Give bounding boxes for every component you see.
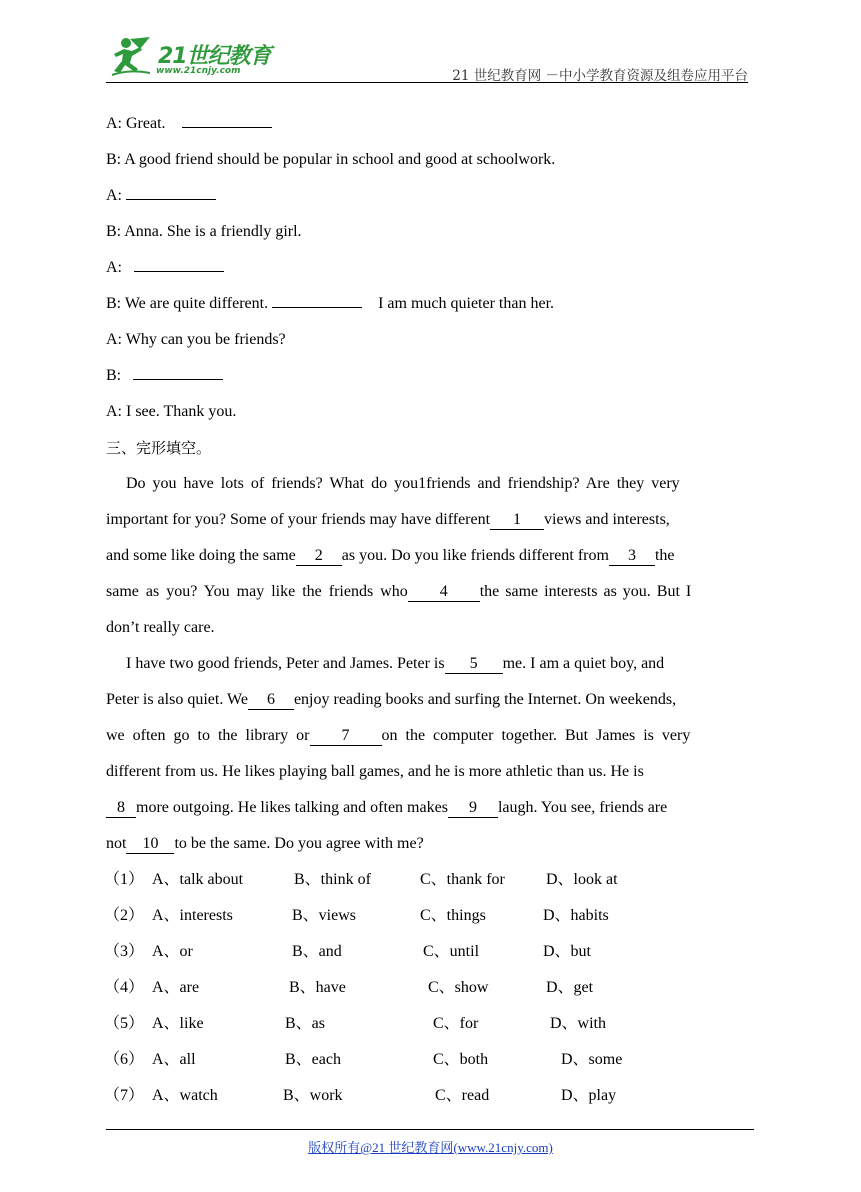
cloze-blank-7: 7 bbox=[310, 727, 382, 746]
cloze-blank-1: 1 bbox=[490, 511, 544, 530]
page-header bbox=[0, 0, 861, 90]
passage-line bbox=[106, 646, 756, 682]
option-b: B、have bbox=[289, 979, 346, 996]
passage-text: different from us. He likes playing ball games, and he is more athletic than us. He is bbox=[106, 763, 644, 780]
passage-text: same as you? You may like the friends who bbox=[106, 583, 408, 600]
option-a: A、talk about bbox=[152, 871, 244, 888]
footer-copyright-link[interactable]: 版权所有@21 世纪教育网(www.21cnjy.com) bbox=[308, 1140, 553, 1155]
dialogue-line bbox=[106, 286, 756, 322]
speaker: B: bbox=[106, 295, 122, 312]
passage-text: the bbox=[654, 547, 675, 564]
question-number: （6） bbox=[104, 1051, 145, 1068]
footer-divider bbox=[106, 1129, 754, 1130]
option-a: A、interests bbox=[152, 907, 233, 924]
passage-text: important for you? Some of your friends may have different bbox=[106, 511, 491, 528]
document-body bbox=[106, 106, 756, 1114]
dialogue-line bbox=[106, 394, 756, 430]
dialogue-line bbox=[106, 178, 756, 214]
question-number: （5） bbox=[104, 1015, 145, 1032]
passage-text: me. I am a quiet boy, and bbox=[502, 655, 665, 672]
answer-blank bbox=[272, 291, 362, 308]
option-c: C、read bbox=[435, 1087, 490, 1104]
option-a: A、or bbox=[152, 943, 193, 960]
answer-blank bbox=[126, 183, 216, 200]
option-row bbox=[106, 898, 756, 934]
passage-line bbox=[106, 754, 756, 790]
speaker: B: bbox=[106, 367, 122, 384]
option-b: B、work bbox=[283, 1087, 343, 1104]
dialogue-line bbox=[106, 358, 756, 394]
passage-line bbox=[106, 538, 756, 574]
passage-line bbox=[106, 610, 756, 646]
option-b: B、think of bbox=[294, 871, 371, 888]
logo-url: www.21cnjy.com bbox=[156, 66, 241, 76]
passage-text: to be the same. Do you agree with me? bbox=[174, 835, 424, 852]
answer-blank bbox=[133, 363, 223, 380]
passage-text: don’t really care. bbox=[106, 619, 215, 636]
dialogue-text: Why can you be friends? bbox=[125, 331, 286, 348]
option-c: C、things bbox=[420, 907, 486, 924]
dialogue-line bbox=[106, 214, 756, 250]
passage-text: Do you have lots of friends? What do you1friends and friendship? Are they very bbox=[126, 475, 680, 492]
dialogue-text: We are quite different. bbox=[124, 295, 269, 312]
option-row bbox=[106, 1042, 756, 1078]
question-number: （7） bbox=[104, 1087, 145, 1104]
option-b: B、and bbox=[292, 943, 342, 960]
passage-text: laugh. You see, friends are bbox=[497, 799, 668, 816]
passage-line bbox=[106, 502, 756, 538]
site-logo bbox=[106, 33, 286, 81]
option-d: D、play bbox=[561, 1087, 617, 1104]
passage-line bbox=[106, 718, 756, 754]
speaker: A: bbox=[106, 403, 122, 420]
cloze-blank-6: 6 bbox=[248, 691, 294, 710]
logo-text: 21世纪教育 bbox=[158, 44, 271, 69]
passage-line bbox=[106, 682, 756, 718]
option-d: D、get bbox=[546, 979, 594, 996]
dialogue-line bbox=[106, 106, 756, 142]
passage-text: on the computer together. But James is very bbox=[381, 727, 691, 744]
option-a: A、all bbox=[152, 1051, 196, 1068]
speaker: B: bbox=[106, 151, 122, 168]
option-c: C、until bbox=[423, 943, 480, 960]
speaker: B: bbox=[106, 223, 122, 240]
question-number: （4） bbox=[104, 979, 145, 996]
passage-line bbox=[106, 574, 756, 610]
dialogue-text: I am much quieter than her. bbox=[378, 295, 555, 312]
dialogue-line bbox=[106, 322, 756, 358]
question-number: （3） bbox=[104, 943, 145, 960]
option-d: D、look at bbox=[546, 871, 618, 888]
dialogue-text: I see. Thank you. bbox=[126, 403, 237, 420]
option-c: C、thank for bbox=[420, 871, 505, 888]
answer-blank bbox=[182, 111, 272, 128]
option-b: B、as bbox=[285, 1015, 326, 1032]
passage-text: as you. Do you like friends different from bbox=[341, 547, 609, 564]
passage-text: not bbox=[106, 835, 127, 852]
passage-text: we often go to the library or bbox=[106, 727, 310, 744]
option-row bbox=[106, 1078, 756, 1114]
dialogue-text: Great. bbox=[126, 115, 166, 132]
option-b: B、each bbox=[285, 1051, 341, 1068]
option-row bbox=[106, 934, 756, 970]
speaker: A: bbox=[106, 331, 122, 348]
speaker: A: bbox=[106, 259, 122, 276]
option-c: C、for bbox=[433, 1015, 479, 1032]
passage-text: enjoy reading books and surfing the Internet. On weekends, bbox=[293, 691, 677, 708]
cloze-blank-2: 2 bbox=[296, 547, 342, 566]
passage-text: the same interests as you. But I bbox=[479, 583, 692, 600]
cloze-blank-5: 5 bbox=[445, 655, 503, 674]
passage-text: views and interests, bbox=[544, 511, 670, 528]
header-divider bbox=[106, 82, 748, 83]
option-row bbox=[106, 862, 756, 898]
option-c: C、both bbox=[433, 1051, 489, 1068]
option-a: A、are bbox=[152, 979, 200, 996]
runner-logo-icon bbox=[110, 35, 156, 79]
option-d: D、but bbox=[543, 943, 592, 960]
dialogue-text: A good friend should be popular in school and good at schoolwork. bbox=[124, 151, 556, 168]
option-a: A、like bbox=[152, 1015, 204, 1032]
option-row bbox=[106, 970, 756, 1006]
passage-line bbox=[106, 790, 756, 826]
option-d: D、some bbox=[561, 1051, 623, 1068]
question-number: （1） bbox=[104, 871, 145, 888]
passage-text: more outgoing. He likes talking and often makes bbox=[136, 799, 448, 816]
question-number: （2） bbox=[104, 907, 145, 924]
option-c: C、show bbox=[428, 979, 489, 996]
option-a: A、watch bbox=[152, 1087, 218, 1104]
option-d: D、habits bbox=[543, 907, 609, 924]
dialogue-text: Anna. She is a friendly girl. bbox=[124, 223, 302, 240]
dialogue-line bbox=[106, 142, 756, 178]
header-site-name: 21 世纪教育网 －中小学教育资源及组卷应用平台 bbox=[452, 68, 748, 84]
dialogue-line bbox=[106, 250, 756, 286]
speaker: A: bbox=[106, 115, 122, 132]
section-title: 三、完形填空。 bbox=[106, 439, 212, 457]
cloze-blank-9: 9 bbox=[448, 799, 498, 818]
passage-text: and some like doing the same bbox=[106, 547, 296, 564]
option-d: D、with bbox=[550, 1015, 607, 1032]
passage-text: Peter is also quiet. We bbox=[106, 691, 248, 708]
passage-line bbox=[106, 826, 756, 862]
passage-text: I have two good friends, Peter and James. Peter is bbox=[126, 655, 445, 672]
speaker: A: bbox=[106, 187, 122, 204]
passage-line bbox=[106, 466, 756, 502]
option-b: B、views bbox=[292, 907, 357, 924]
cloze-blank-3: 3 bbox=[609, 547, 655, 566]
cloze-blank-10: 10 bbox=[126, 835, 174, 854]
option-row bbox=[106, 1006, 756, 1042]
cloze-blank-8: 8 bbox=[106, 799, 136, 818]
answer-blank bbox=[134, 255, 224, 272]
cloze-blank-4: 4 bbox=[408, 583, 480, 602]
